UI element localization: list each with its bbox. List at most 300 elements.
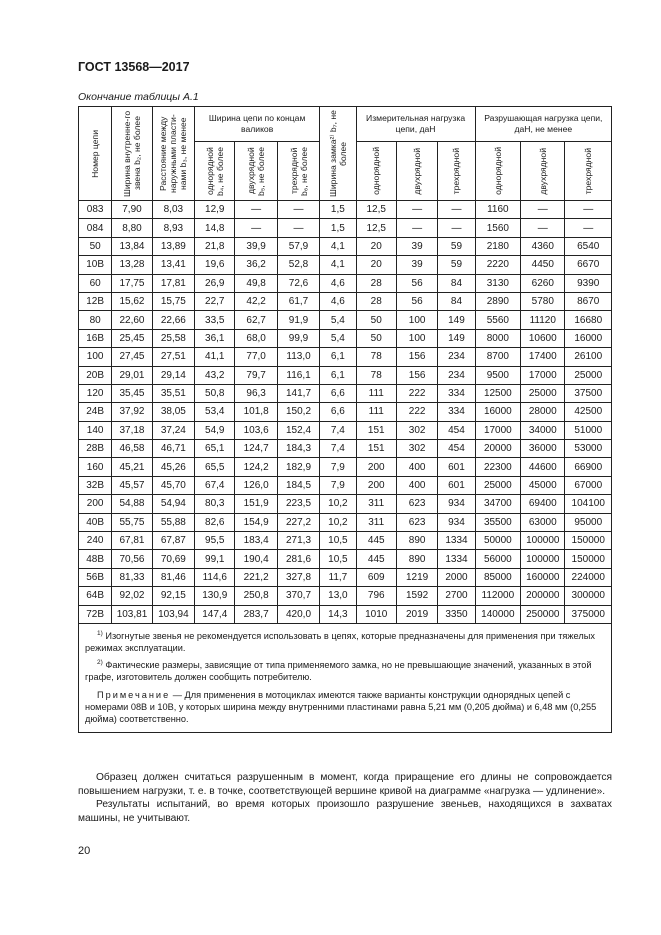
table-cell: 50 [79,237,112,255]
table-cell: 796 [356,587,396,605]
table-cell: 160000 [521,568,565,586]
table-cell: 8700 [475,348,520,366]
table-cell: 46,71 [152,440,194,458]
table-cell: 2000 [438,568,475,586]
table-cell: 100000 [521,532,565,550]
table-cell: 184,3 [277,440,319,458]
table-cell: — [521,219,565,237]
table-cell: 184,5 [277,476,319,494]
table-row [79,256,612,274]
table-cell: 60 [79,274,112,292]
table-cell: 50,8 [195,384,235,402]
table-cell: 6,1 [320,348,356,366]
table-cell: 39,9 [235,237,277,255]
table-cell: 149 [438,311,475,329]
table-cell: 50000 [475,532,520,550]
table-cell: 222 [396,384,437,402]
table-cell: 22300 [475,458,520,476]
table-row [79,403,612,421]
table-cell: 601 [438,476,475,494]
table-cell: 400 [396,458,437,476]
table-cell: — [235,201,277,219]
table-cell: 57,9 [277,237,319,255]
table-cell: 103,94 [152,605,194,623]
table-cell: 934 [438,495,475,513]
table-cell: 6540 [565,237,612,255]
table-cell: 1010 [356,605,396,623]
table-cell: 37,18 [112,421,152,439]
table-cell: — [396,219,437,237]
table-cell: 37,92 [112,403,152,421]
table-cell: 17000 [521,366,565,384]
col-group-measuring-load: Измерительная нагрузка цепи, даН [356,107,475,142]
table-cell: 25,45 [112,329,152,347]
table-cell: 51000 [565,421,612,439]
paragraph-1: Образец должен считаться разрушенным в момент, когда приращение его длины не сопровождается повышением нагрузки, т. е. в точке, соответствующей вершине кривой на диаграмме «нагрузка — удлинение». [78,772,612,797]
table-cell: 8,93 [152,219,194,237]
table-cell: 22,66 [152,311,194,329]
table-cell: 29,01 [112,366,152,384]
table-cell: 120 [79,384,112,402]
table-cell: 130,9 [195,587,235,605]
table-cell: 65,1 [195,440,235,458]
table-cell: 100 [79,348,112,366]
table-cell: 420,0 [277,605,319,623]
col-group-width: Ширина цепи по концам валиков [195,107,320,142]
table-cell: — [235,219,277,237]
table-cell: 234 [438,348,475,366]
table-cell: 26100 [565,348,612,366]
table-cell: 13,0 [320,587,356,605]
table-cell: 111 [356,384,396,402]
table-row [79,568,612,586]
table-cell: 1592 [396,587,437,605]
table-row [79,458,612,476]
table-cell: 12B [79,292,112,310]
table-cell: 11,7 [320,568,356,586]
table-cell: 72B [79,605,112,623]
table-cell: 156 [396,366,437,384]
table-cell: 10B [79,256,112,274]
table-cell: 103,81 [112,605,152,623]
table-cell: 113,0 [277,348,319,366]
table-cell: 890 [396,550,437,568]
table-cell: 1334 [438,550,475,568]
body-text [78,771,612,825]
col-header-break-triple: трехрядной [565,142,612,201]
table-cell: 140 [79,421,112,439]
table-cell: 151,9 [235,495,277,513]
table-cell: 45000 [521,476,565,494]
table-cell: 78 [356,366,396,384]
table-cell: 16000 [565,329,612,347]
table-cell: 1,5 [320,201,356,219]
table-cell: 200 [356,476,396,494]
table-cell: 151 [356,440,396,458]
table-cell: 28 [356,292,396,310]
table-cell: 4,1 [320,256,356,274]
table-body [79,201,612,624]
table-cell: 80,3 [195,495,235,513]
table-cell: 400 [396,476,437,494]
table-cell: 14,3 [320,605,356,623]
table-cell: 2220 [475,256,520,274]
table-cell: 65,5 [195,458,235,476]
table-cell: 147,4 [195,605,235,623]
table-cell: 6,6 [320,403,356,421]
table-cell: 4,6 [320,292,356,310]
table-cell: 141,7 [277,384,319,402]
table-cell: 77,0 [235,348,277,366]
table-cell: 114,6 [195,568,235,586]
table-cell: 27,45 [112,348,152,366]
table-cell: 53000 [565,440,612,458]
table-row [79,587,612,605]
table-cell: 61,7 [277,292,319,310]
table-cell: 95000 [565,513,612,531]
table-cell: 5780 [521,292,565,310]
table-cell: 39 [396,256,437,274]
table-row [79,292,612,310]
table-cell: 300000 [565,587,612,605]
table-cell: 126,0 [235,476,277,494]
table-row [79,311,612,329]
table-cell: 70,56 [112,550,152,568]
table-cell: 19,6 [195,256,235,274]
table-cell: 67,87 [152,532,194,550]
table-cell: 375000 [565,605,612,623]
table-cell: — [396,201,437,219]
table-cell: 124,2 [235,458,277,476]
table-cell: 81,33 [112,568,152,586]
table-row [79,366,612,384]
table-cell: 302 [396,421,437,439]
table-cell: 3130 [475,274,520,292]
table-cell: 16680 [565,311,612,329]
table-row [79,384,612,402]
table-cell: 152,4 [277,421,319,439]
table-cell: 36000 [521,440,565,458]
table-cell: 72,6 [277,274,319,292]
table-cell: — [438,219,475,237]
table-cell: 56 [396,274,437,292]
table-cell: 311 [356,513,396,531]
table-cell: 281,6 [277,550,319,568]
table-cell: 100 [396,329,437,347]
table-cell: 4,1 [320,237,356,255]
table-cell: 32B [79,476,112,494]
table-cell: 15,62 [112,292,152,310]
table-cell: 26,9 [195,274,235,292]
table-cell: 8670 [565,292,612,310]
table-cell: 1,5 [320,219,356,237]
table-cell: 12,9 [195,201,235,219]
table-cell: 200 [79,495,112,513]
table-cell: 150000 [565,550,612,568]
table-cell: 6670 [565,256,612,274]
table-cell: 11120 [521,311,565,329]
table-cell: 327,8 [277,568,319,586]
table-cell: 54,94 [152,495,194,513]
table-cell: 34000 [521,421,565,439]
table-cell: 68,0 [235,329,277,347]
table-cell: 17,81 [152,274,194,292]
table-cell: 69400 [521,495,565,513]
table-cell: 84 [438,274,475,292]
col-header-meas-single: однорядной [356,142,396,201]
table-cell: 283,7 [235,605,277,623]
table-cell: 35,51 [152,384,194,402]
table-cell: 41,1 [195,348,235,366]
table-cell: — [438,201,475,219]
table-cell: 623 [396,495,437,513]
col-header-meas-triple: трехрядной [438,142,475,201]
table-cell: 24B [79,403,112,421]
table-cell: 25000 [521,384,565,402]
table-cell: 53,4 [195,403,235,421]
col-group-breaking-load: Разрушающая нагрузка цепи, даН, не менее [475,107,611,142]
col-header-b2: Ширина внутренне-го звена b₂, не более [112,107,152,201]
chain-parameters-table [78,106,612,733]
table-cell: 10,5 [320,532,356,550]
page-number: 20 [78,845,91,857]
table-cell: 4450 [521,256,565,274]
table-cell: 190,4 [235,550,277,568]
table-cell: 111 [356,403,396,421]
table-cell: 17000 [475,421,520,439]
table-cell: — [277,219,319,237]
table-cell: 200000 [521,587,565,605]
table-cell: 154,9 [235,513,277,531]
table-cell: 99,1 [195,550,235,568]
table-cell: 12500 [475,384,520,402]
table-cell: 156 [396,348,437,366]
table-cell: 227,2 [277,513,319,531]
col-header-number: Номер цепи [79,107,112,201]
table-cell: — [565,201,612,219]
table-cell: 36,2 [235,256,277,274]
table-cell: 112000 [475,587,520,605]
table-cell: 124,7 [235,440,277,458]
table-cell: 45,57 [112,476,152,494]
table-cell: 67000 [565,476,612,494]
table-cell: 240 [79,532,112,550]
table-cell: 609 [356,568,396,586]
table-cell: 150000 [565,532,612,550]
table-cell: 7,9 [320,458,356,476]
table-cell: 454 [438,421,475,439]
table-cell: 601 [438,458,475,476]
table-cell: 250000 [521,605,565,623]
table-cell: 104100 [565,495,612,513]
table-cell: 55,88 [152,513,194,531]
table-cell: 7,90 [112,201,152,219]
table-cell: 12,5 [356,219,396,237]
table-cell: 1219 [396,568,437,586]
table-cell: 17400 [521,348,565,366]
table-cell: 25000 [565,366,612,384]
table-row [79,219,612,237]
table-cell: 20B [79,366,112,384]
table-row [79,532,612,550]
table-row [79,237,612,255]
table-cell: 22,60 [112,311,152,329]
table-cell: 27,51 [152,348,194,366]
table-cell: 50 [356,311,396,329]
table-cell: 454 [438,440,475,458]
table-cell: 20 [356,237,396,255]
table-cell: 16000 [475,403,520,421]
table-cell: 84 [438,292,475,310]
table-cell: 083 [79,201,112,219]
table-cell: 311 [356,495,396,513]
table-cell: 28B [79,440,112,458]
table-cell: 934 [438,513,475,531]
paragraph-2: Результаты испытаний, во время которых произошло разрушение звеньев, находящихся в захватах машины, не учитывают. [78,799,612,824]
table-cell: 20000 [475,440,520,458]
table-cell: 334 [438,384,475,402]
table-cell: 2019 [396,605,437,623]
table-row [79,274,612,292]
table-cell: 95,5 [195,532,235,550]
table-cell: 149 [438,329,475,347]
table-cell: 43,2 [195,366,235,384]
table-cell: 445 [356,532,396,550]
table-row [79,550,612,568]
col-header-b4: однорядной b₄, не более [195,142,235,201]
table-cell: 2890 [475,292,520,310]
table-cell: 34700 [475,495,520,513]
table-row [79,348,612,366]
table-cell: 55,75 [112,513,152,531]
table-cell: 221,2 [235,568,277,586]
table-cell: 44600 [521,458,565,476]
table-cell: 6260 [521,274,565,292]
table-cell: 5,4 [320,329,356,347]
col-header-break-single: однорядной [475,142,520,201]
table-cell: 13,41 [152,256,194,274]
table-cell: 1334 [438,532,475,550]
table-cell: 25,58 [152,329,194,347]
table-cell: 79,7 [235,366,277,384]
table-cell: 1160 [475,201,520,219]
table-cell: 37,24 [152,421,194,439]
table-cell: 7,4 [320,421,356,439]
table-cell: 78 [356,348,396,366]
table-cell: 42500 [565,403,612,421]
table-cell: 17,75 [112,274,152,292]
table-cell: 183,4 [235,532,277,550]
table-cell: 45,21 [112,458,152,476]
table-cell: 5,4 [320,311,356,329]
table-cell: 80 [79,311,112,329]
table-cell: 2180 [475,237,520,255]
table-row [79,605,612,623]
table-cell: 5560 [475,311,520,329]
table-cell: 10,5 [320,550,356,568]
table-row [79,513,612,531]
document-header: ГОСТ 13568—2017 [78,60,190,74]
table-cell: 222 [396,403,437,421]
col-header-b6: трехрядной b₆, не более [277,142,319,201]
table-cell: 9390 [565,274,612,292]
table-cell: 28 [356,274,396,292]
table-cell: 2700 [438,587,475,605]
table-cell: 62,7 [235,311,277,329]
table-cell: 52,8 [277,256,319,274]
table-cell: 99,9 [277,329,319,347]
table-cell: 7,4 [320,440,356,458]
table-cell: 45,70 [152,476,194,494]
table-note: Примечание — Для применения в мотоциклах имеются также варианты конструкции однорядных цепей с номерами 08B и 10B, у которых ширина между внутренними пластинами равна 5,21 мм (0,205 дюйма) и 6,48 мм (0,255 дюйма) соответственно. [85,690,597,725]
table-cell: 9500 [475,366,520,384]
table-row [79,201,612,219]
table-cell: 234 [438,366,475,384]
table-cell: 66900 [565,458,612,476]
table-cell: 42,2 [235,292,277,310]
table-cell: 49,8 [235,274,277,292]
table-cell: 100000 [521,550,565,568]
col-header-b5: двухрядной b₅, не более [235,142,277,201]
table-cell: 151 [356,421,396,439]
table-row [79,476,612,494]
table-cell: 36,1 [195,329,235,347]
table-cell: 56B [79,568,112,586]
table-cell: 38,05 [152,403,194,421]
table-cell: 103,6 [235,421,277,439]
table-row [79,421,612,439]
table-cell: 16B [79,329,112,347]
table-cell: 271,3 [277,532,319,550]
table-cell: 50 [356,329,396,347]
table-cell: 890 [396,532,437,550]
table-cell: 1560 [475,219,520,237]
table-cell: 81,46 [152,568,194,586]
table-cell: 13,89 [152,237,194,255]
table-cell: 20 [356,256,396,274]
table-cell: 224000 [565,568,612,586]
table-cell: 28000 [521,403,565,421]
table-cell: 13,84 [112,237,152,255]
col-header-break-double: двухрядной [521,142,565,201]
table-cell: 13,28 [112,256,152,274]
table-cell: 70,69 [152,550,194,568]
table-cell: — [565,219,612,237]
table-cell: 29,14 [152,366,194,384]
table-footnotes [79,623,612,732]
table-cell: 67,4 [195,476,235,494]
table-cell: 182,9 [277,458,319,476]
table-cell: 8,80 [112,219,152,237]
table-cell: 45,26 [152,458,194,476]
table-cell: 3350 [438,605,475,623]
table-cell: 101,8 [235,403,277,421]
table-cell: 116,1 [277,366,319,384]
table-row [79,495,612,513]
table-cell: 4,6 [320,274,356,292]
table-cell: 67,81 [112,532,152,550]
col-header-meas-double: двухрядной [396,142,437,201]
table-row [79,329,612,347]
table-cell: 8,03 [152,201,194,219]
table-cell: 35,45 [112,384,152,402]
table-cell: 35500 [475,513,520,531]
table-cell: 54,9 [195,421,235,439]
table-cell: 4360 [521,237,565,255]
table-cell: 623 [396,513,437,531]
table-cell: 10,2 [320,513,356,531]
table-cell: 22,7 [195,292,235,310]
